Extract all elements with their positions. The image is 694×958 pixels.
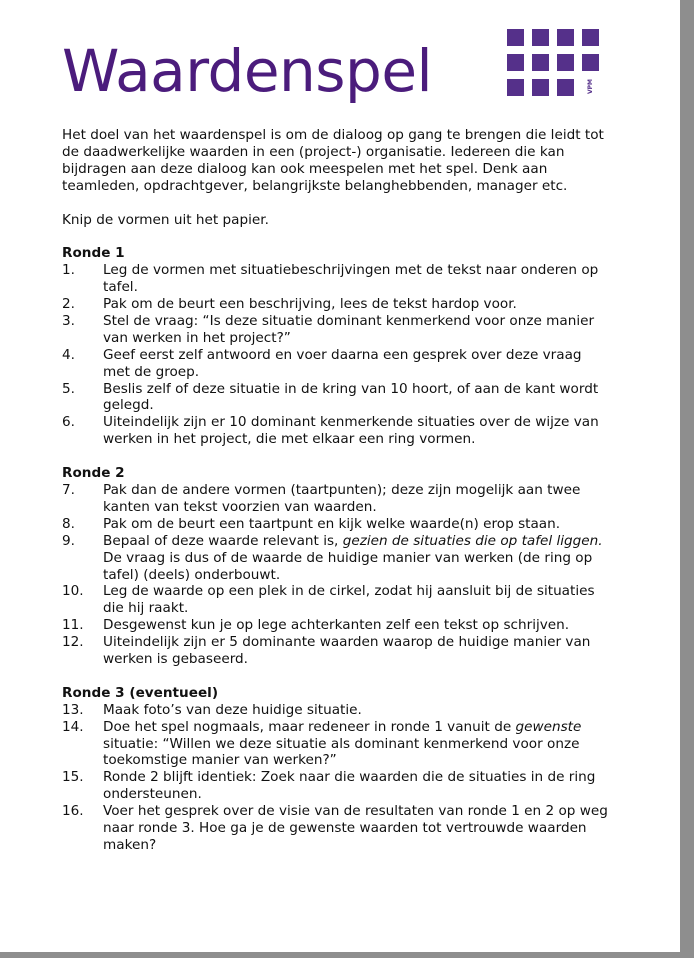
item-text <box>103 262 609 296</box>
item-text <box>103 414 609 448</box>
item-text <box>103 634 609 668</box>
item-text <box>103 347 609 381</box>
logo-text: VPM <box>587 79 594 95</box>
round-heading: Ronde 2 <box>62 465 125 482</box>
item-number: 13. <box>62 701 84 718</box>
list-item <box>62 803 622 854</box>
item-text-italic: gewenste <box>515 718 582 735</box>
document-body <box>62 127 622 871</box>
item-text-part: Stel de vraag: “Is deze situatie dominant kenmerkend voor onze manier van werken in het project?” <box>103 312 595 346</box>
item-number: 3. <box>62 312 75 329</box>
item-number: 10. <box>62 583 84 600</box>
list-item <box>62 414 622 448</box>
instruction-paragraph: Knip de vormen uit het papier. <box>62 211 269 228</box>
list-item <box>62 516 622 533</box>
item-text-part: Uiteindelijk zijn er 10 dominant kenmerkende situaties over de wijze van werken in het project, die met elkaar een ring vormen. <box>103 414 599 448</box>
item-text-part: Pak om de beurt een beschrijving, lees de tekst hardop voor. <box>103 296 517 313</box>
rounds <box>62 245 622 854</box>
item-number: 2. <box>62 296 75 313</box>
item-number: 16. <box>62 803 84 820</box>
item-number: 12. <box>62 634 84 651</box>
list-item <box>62 482 622 516</box>
item-text <box>103 533 609 584</box>
item-text-part: Maak foto’s van deze huidige situatie. <box>103 701 362 718</box>
list-item <box>62 702 622 719</box>
item-text-part: Desgewenst kun je op lege achterkanten zelf een tekst op schrijven. <box>103 617 570 634</box>
item-text-part: Bepaal of deze waarde relevant is, <box>103 532 343 549</box>
item-text <box>103 296 609 313</box>
item-text-part: Uiteindelijk zijn er 5 dominante waarden waarop de huidige manier van werken is gebaseerd. <box>103 634 591 668</box>
round-steps <box>62 482 622 668</box>
list-item <box>62 634 622 668</box>
item-number: 1. <box>62 262 75 279</box>
item-text <box>103 769 609 803</box>
item-text <box>103 617 609 634</box>
item-number: 8. <box>62 515 75 532</box>
item-text-part: Doe het spel nogmaals, maar redeneer in ronde 1 vanuit de <box>103 718 516 735</box>
item-text <box>103 702 609 719</box>
item-text <box>103 482 609 516</box>
item-number: 6. <box>62 414 75 431</box>
round-steps <box>62 262 622 448</box>
list-item <box>62 617 622 634</box>
item-text <box>103 719 609 770</box>
item-text <box>103 516 609 533</box>
item-number: 14. <box>62 718 84 735</box>
item-text-part: Pak dan de andere vormen (taartpunten); deze zijn mogelijk aan twee kanten van tekst voorzien van waarden. <box>103 481 581 515</box>
item-text-part: Leg de vormen met situatiebeschrijvingen met de tekst naar onderen op tafel. <box>103 262 599 296</box>
list-item <box>62 533 622 584</box>
list-item <box>62 313 622 347</box>
item-text-part: Voer het gesprek over de visie van de resultaten van ronde 1 en 2 op weg naar ronde 3. Hoe ga je de gewenste waarden tot vertrouwde waarden maken? <box>103 803 608 853</box>
item-text <box>103 803 609 854</box>
list-item <box>62 296 622 313</box>
item-number: 9. <box>62 532 75 549</box>
item-text-part: Geef eerst zelf antwoord en voer daarna een gesprek over deze vraag met de groep. <box>103 346 582 380</box>
item-text-part: De vraag is dus of de waarde de huidige manier van werken (de ring op tafel) (deels) onderbouwt. <box>103 549 593 583</box>
item-number: 11. <box>62 617 84 634</box>
item-number: 15. <box>62 769 84 786</box>
intro-paragraph: Het doel van het waardenspel is om de dialoog op gang te brengen die leidt tot de daadwerkelijke waarden in een (project-) organisatie. Iedereen die kan bijdragen aan deze dialoog kan ook meespelen met het spel. Denk aan teamleden, opdrachtgever, belangrijkste belanghebbenden, manager etc. <box>62 127 604 194</box>
item-text <box>103 583 609 617</box>
page-title: Waardenspel <box>62 37 433 105</box>
list-item <box>62 769 622 803</box>
item-text-part: Pak om de beurt een taartpunt en kijk welke waarde(n) erop staan. <box>103 515 561 532</box>
list-item <box>62 347 622 381</box>
round-heading: Ronde 1 <box>62 245 125 262</box>
item-text-part: situatie: “Willen we deze situatie als dominant kenmerkend voor onze toekomstige manier van werken?” <box>103 735 580 769</box>
round-steps <box>62 702 622 854</box>
item-number: 5. <box>62 380 75 397</box>
list-item <box>62 381 622 415</box>
item-number: 4. <box>62 346 75 363</box>
list-item <box>62 719 622 770</box>
round-heading: Ronde 3 (eventueel) <box>62 684 219 701</box>
item-text-italic: gezien de situaties die op tafel liggen. <box>342 532 603 549</box>
vpm-logo <box>507 29 599 96</box>
item-text-part: Leg de waarde op een plek in de cirkel, zodat hij aansluit bij de situaties die hij raakt. <box>103 583 595 617</box>
list-item <box>62 262 622 296</box>
item-text <box>103 313 609 347</box>
item-text <box>103 381 609 415</box>
list-item <box>62 583 622 617</box>
item-text-part: Beslis zelf of deze situatie in de kring van 10 hoort, of aan de kant wordt gelegd. <box>103 380 599 414</box>
item-text-part: Ronde 2 blijft identiek: Zoek naar die waarden die de situaties in de ring ondersteunen. <box>103 769 596 803</box>
item-number: 7. <box>62 481 75 498</box>
